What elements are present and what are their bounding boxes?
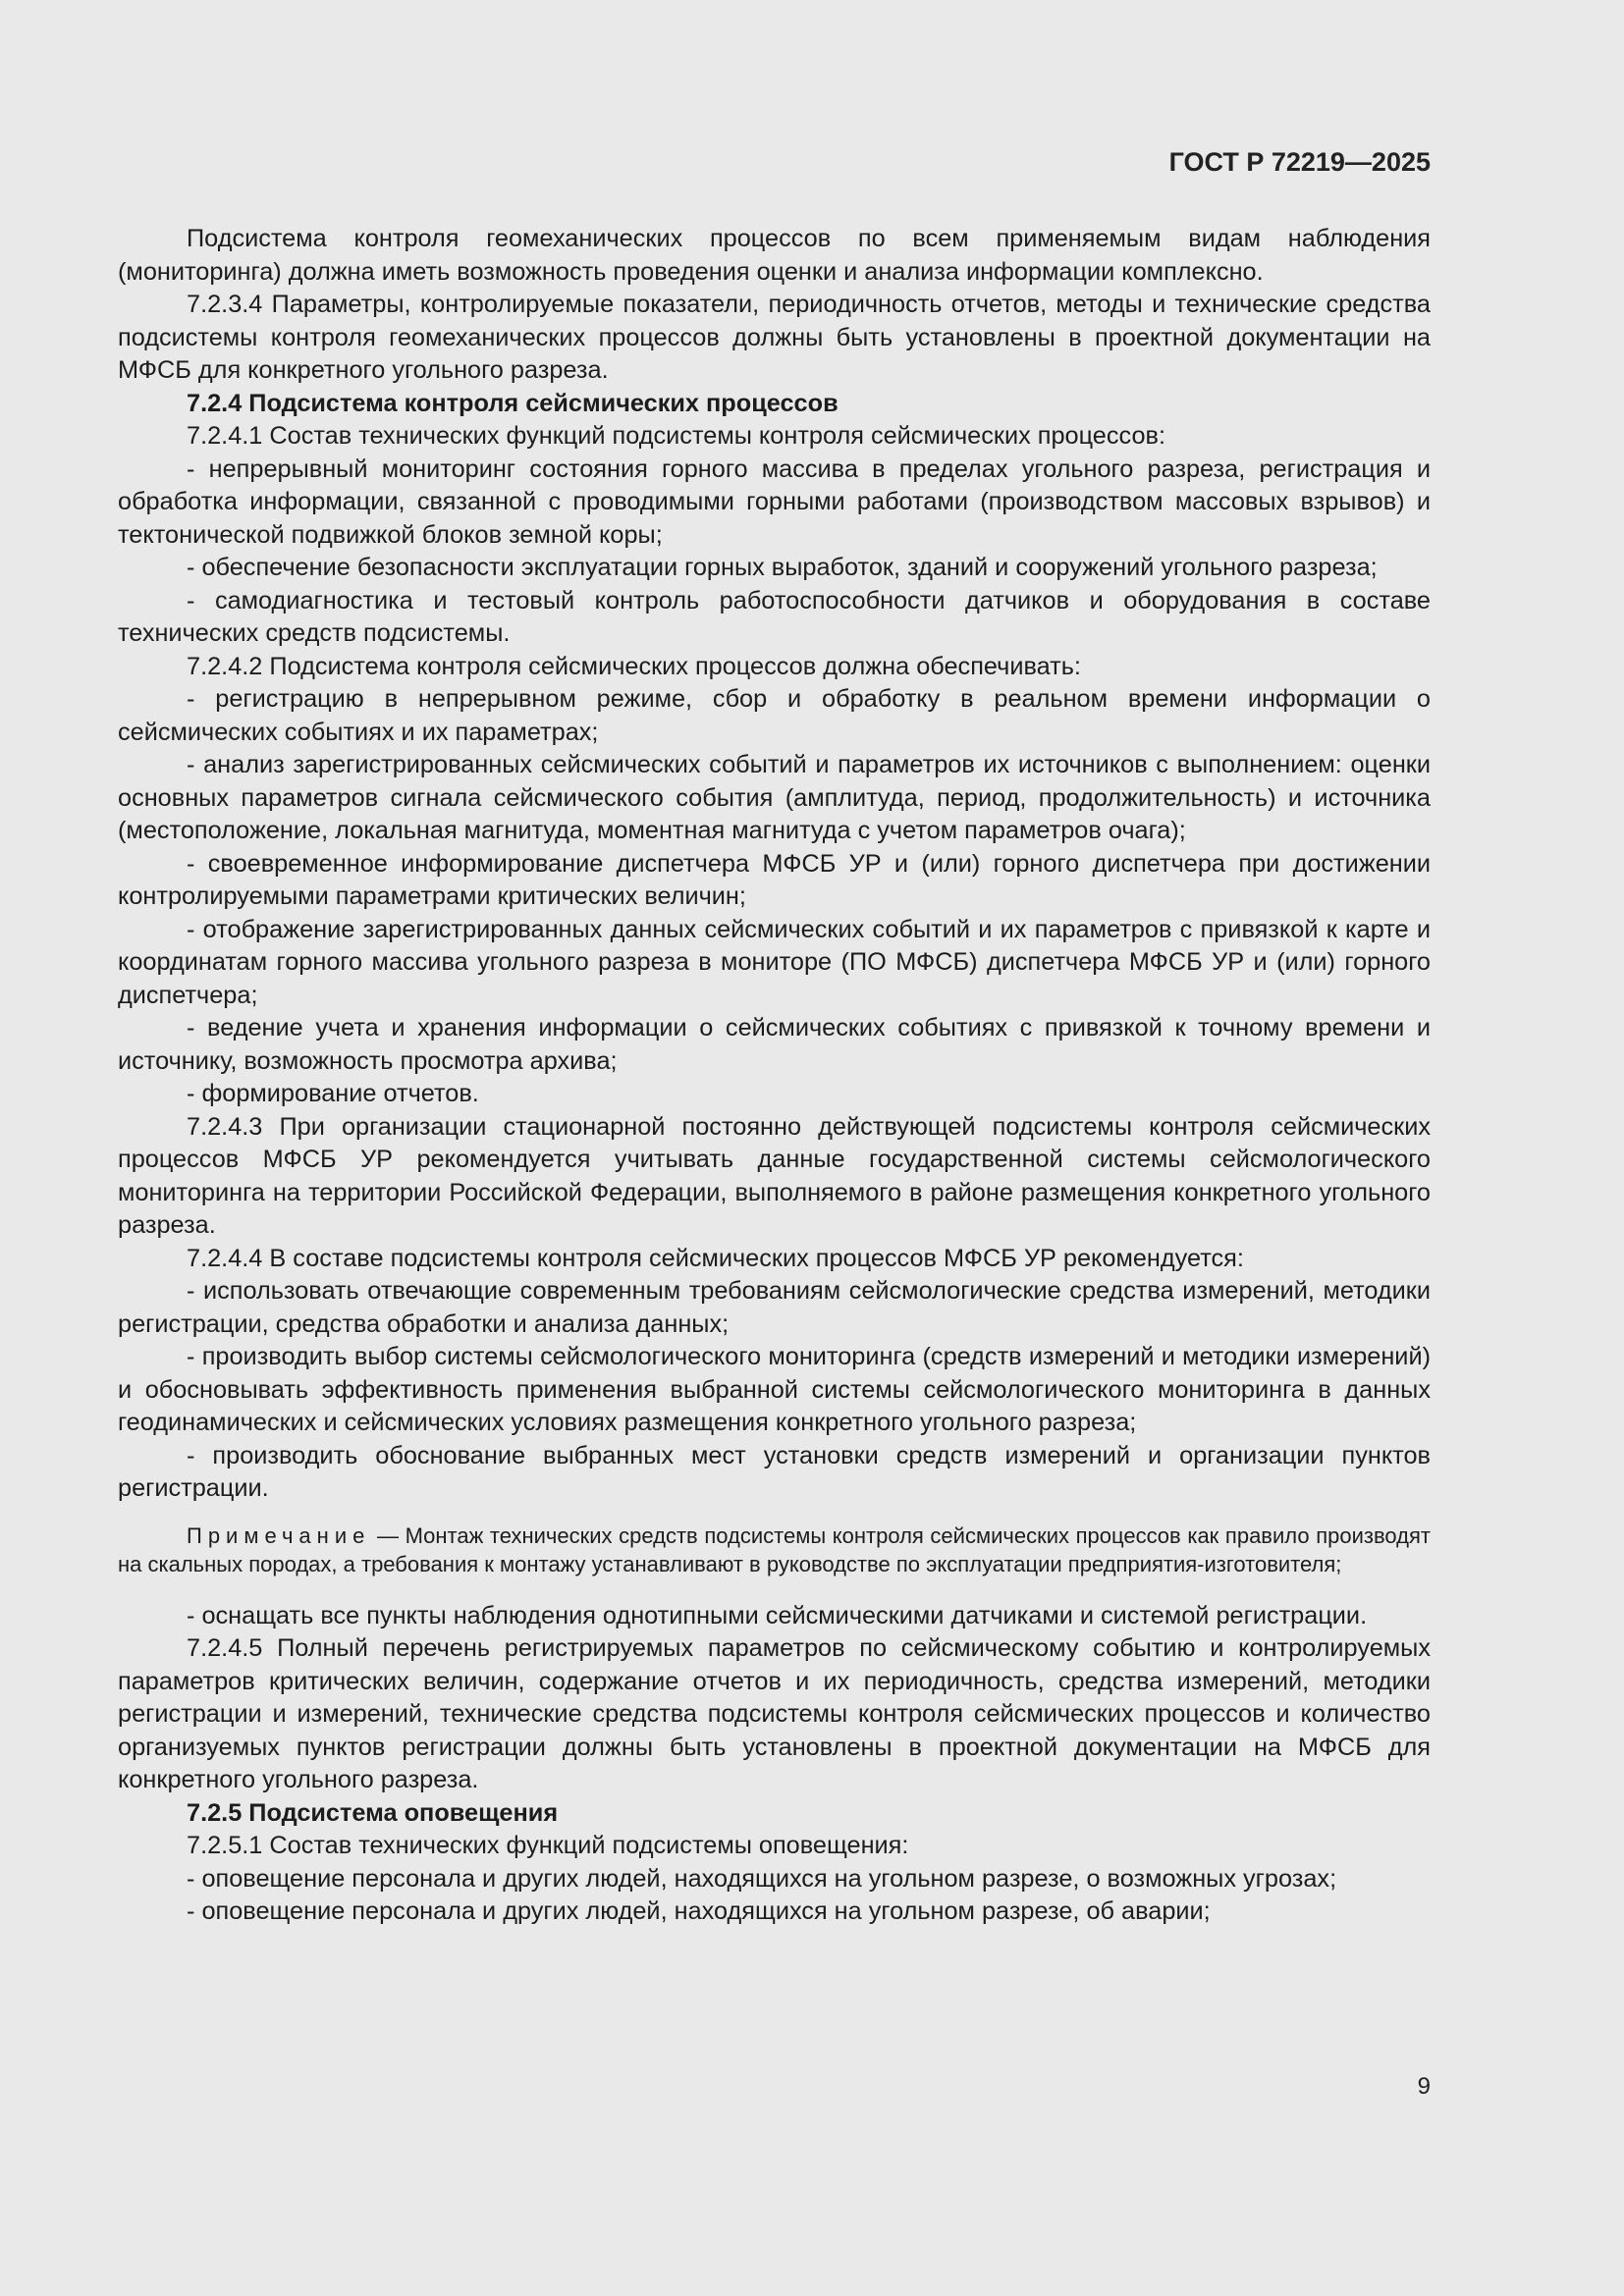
paragraph: 7.2.4.4 В составе подсистемы контроля сейсмических процессов МФСБ УР рекомендуется: bbox=[187, 1244, 1244, 1272]
note bbox=[118, 1522, 1431, 1578]
paragraph: 7.2.4.2 Подсистема контроля сейсмических процессов должна обеспечивать: bbox=[187, 652, 1081, 680]
paragraph: 7.2.4.1 Состав технических функций подсистемы контроля сейсмических процессов: bbox=[187, 422, 1165, 450]
section-heading: 7.2.4 Подсистема контроля сейсмических процессов bbox=[187, 389, 839, 417]
list-item: - регистрацию в непрерывном режиме, сбор и обработку в реальном времени информации о сейсмических событиях и их параметрах; bbox=[118, 685, 1431, 746]
section-heading: 7.2.5 Подсистема оповещения bbox=[187, 1798, 559, 1827]
document-body bbox=[118, 223, 1431, 1929]
note-text: — Монтаж технических средств подсистемы контроля сейсмических процессов как правило производят на скальных породах, а требования к монтажу устанавливают в руководстве по эксплуатации предприятия-изготовителя; bbox=[118, 1522, 1431, 1576]
list-item: - производить обоснование выбранных мест установки средств измерений и организации пунктов регистрации. bbox=[118, 1441, 1431, 1502]
list-item: - использовать отвечающие современным требованиям сейсмологические средства измерений, методики регистрации, средства обработки и анализа данных; bbox=[118, 1277, 1431, 1338]
list-item: - непрерывный мониторинг состояния горного массива в пределах угольного разреза, регистрация и обработка информации, связанной с проводимыми горными работами (производством массовых взрывов) и тектонической подвижкой блоков земной коры; bbox=[118, 454, 1431, 549]
paragraph: 7.2.3.4 Параметры, контролируемые показатели, периодичность отчетов, методы и технические средства подсистемы контроля геомеханических процессов должны быть установлены в проектной документации на МФСБ для конкретного угольного разреза. bbox=[118, 291, 1431, 384]
list-item: - ведение учета и хранения информации о сейсмических событиях с привязкой к точному времени и источнику, возможность просмотра архива; bbox=[118, 1014, 1431, 1075]
list-item: - оснащать все пункты наблюдения однотипными сейсмическими датчиками и системой регистрации. bbox=[187, 1601, 1368, 1629]
list-item: - отображение зарегистрированных данных сейсмических событий и их параметров с привязкой к карте и координатам горного массива угольного разреза в мониторе (ПО МФСБ) диспетчера МФСБ УР и (или) горного диспетчера; bbox=[118, 915, 1431, 1009]
paragraph: Подсистема контроля геомеханических процессов по всем применяемым видам наблюдения (мониторинга) должна иметь возможность проведения оценки и анализа информации комплексно. bbox=[118, 225, 1431, 286]
paragraph: 7.2.4.3 При организации стационарной постоянно действующей подсистемы контроля сейсмических процессов МФСБ УР рекомендуется учитывать данные государственной системы сейсмологического мониторинга на территории Российской Федерации, выполняемого в районе размещения конкретного угольного разреза. bbox=[118, 1112, 1431, 1239]
list-item: - самодиагностика и тестовый контроль работоспособности датчиков и оборудования в составе технических средств подсистемы. bbox=[118, 586, 1431, 647]
note-label: Примечание bbox=[187, 1522, 371, 1548]
list-item: - оповещение персонала и других людей, находящихся на угольном разрезе, об аварии; bbox=[187, 1897, 1211, 1925]
list-item: - своевременное информирование диспетчера МФСБ УР и (или) горного диспетчера при достижении контролируемыми параметрами критических величин; bbox=[118, 849, 1431, 910]
paragraph: 7.2.5.1 Состав технических функций подсистемы оповещения: bbox=[187, 1832, 909, 1859]
list-item: - оповещение персонала и других людей, находящихся на угольном разрезе, о возможных угрозах; bbox=[187, 1864, 1337, 1893]
paragraph: 7.2.4.5 Полный перечень регистрируемых параметров по сейсмическому событию и контролируемых параметров критических величин, содержание отчетов и их периодичность, средства измерений, методики регистрации и измерений, технические средства подсистемы контроля сейсмических процессов и количество организуемых пунктов регистрации должны быть установлены в проектной документации на МФСБ для конкретного угольного разреза. bbox=[118, 1634, 1431, 1793]
list-item: - анализ зарегистрированных сейсмических событий и параметров их источников с выполнением: оценки основных параметров сигнала сейсмического события (амплитуда, период, продолжительность) и источника (местоположение, локальная магнитуда, моментная магнитуда с учетом параметров очага); bbox=[118, 751, 1431, 844]
list-item: - формирование отчетов. bbox=[187, 1080, 479, 1107]
list-item: - производить выбор системы сейсмологического мониторинга (средств измерений и методики измерений) и обосновывать эффективность применения выбранной системы сейсмологического мониторинга в данных геодинамических и сейсмических условиях размещения конкретного угольного разреза; bbox=[118, 1343, 1431, 1436]
page-number: 9 bbox=[1417, 2073, 1431, 2100]
list-item: - обеспечение безопасности эксплуатации горных выработок, зданий и сооружений угольного разреза; bbox=[187, 554, 1378, 581]
document-standard-number: ГОСТ Р 72219—2025 bbox=[1168, 147, 1431, 177]
